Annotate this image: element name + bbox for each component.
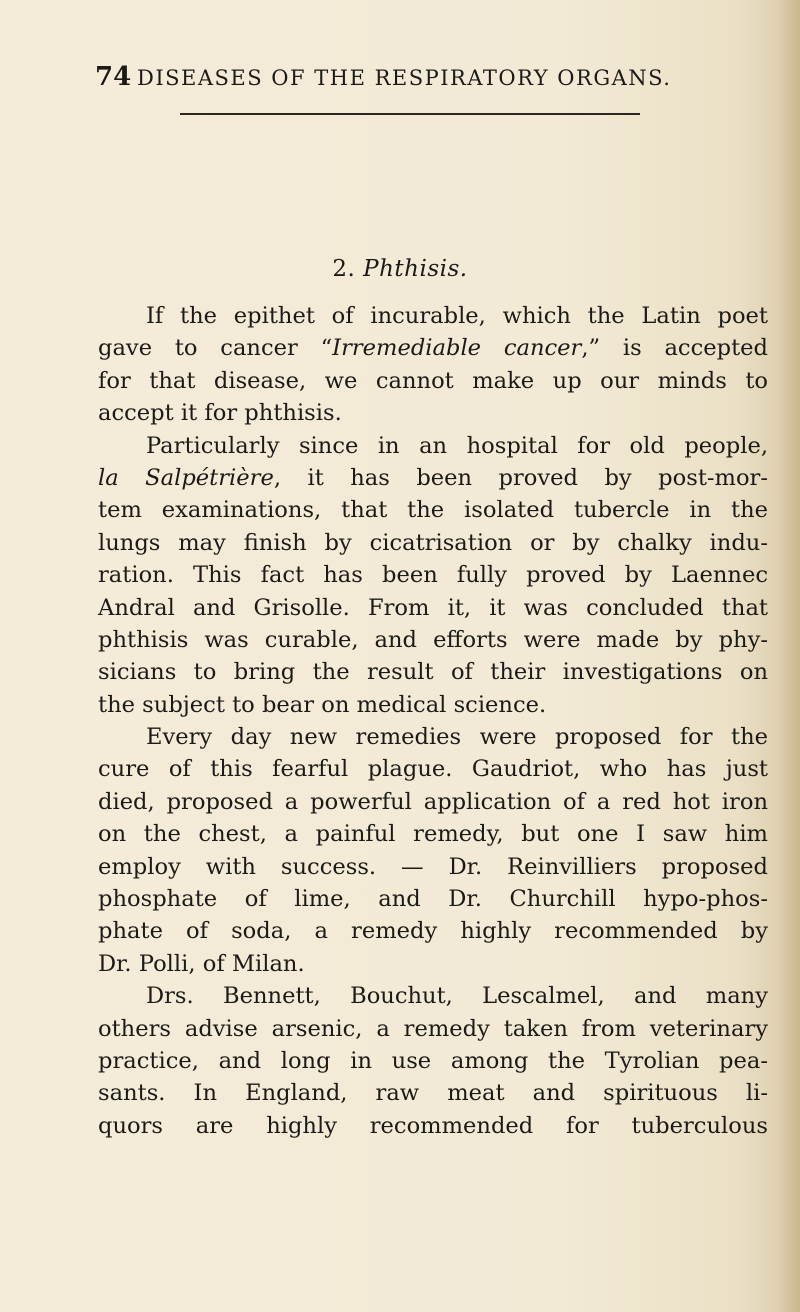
text-line: phate of soda, a remedy highly recommended by	[98, 918, 768, 945]
text-line: the subject to bear on medical science.	[98, 691, 547, 718]
text-line: Dr. Polli, of Milan.	[98, 950, 305, 977]
text-line: for that disease, we cannot make up our minds to	[98, 367, 768, 394]
text-line: employ with success. — Dr. Reinvilliers proposed	[98, 853, 768, 880]
text-line: Andral and Grisolle. From it, it was concluded that	[98, 594, 768, 621]
section-title-text: Phthisis.	[363, 256, 468, 282]
header-rule	[180, 113, 640, 115]
text-line: la Salpétrière, it has been proved by post-mor-	[98, 464, 768, 491]
text-line: If the epithet of incurable, which the Latin poet	[146, 303, 768, 329]
body-text	[98, 300, 768, 1142]
text-line: Drs. Bennett, Bouchut, Lescalmel, and many	[146, 983, 768, 1010]
text-line: lungs may finish by cicatrisation or by chalky indu-	[98, 529, 768, 556]
text-line: gave to cancer “Irremediable cancer,” is accepted	[98, 335, 768, 362]
text-line: sicians to bring the result of their investigations on	[98, 659, 768, 686]
text-line: tem examinations, that the isolated tubercle in the	[98, 497, 768, 524]
text-line: Particularly since in an hospital for old people,	[146, 432, 768, 459]
text-line: cure of this fearful plague. Gaudriot, who has just	[98, 756, 768, 783]
text-line: died, proposed a powerful application of a red hot iron	[98, 788, 768, 815]
page-header	[95, 58, 735, 98]
page-number: 74	[95, 62, 132, 92]
running-head: DISEASES OF THE RESPIRATORY ORGANS.	[137, 66, 672, 90]
italic-phrase: Irremediable cancer	[332, 335, 582, 362]
text-line: on the chest, a painful remedy, but one I saw him	[98, 821, 768, 848]
page-edge-shadow	[778, 0, 800, 1312]
text-line: practice, and long in use among the Tyrolian pea-	[98, 1047, 768, 1074]
text-line: phthisis was curable, and efforts were made by phy-	[98, 626, 768, 653]
text-line: others advise arsenic, a remedy taken from veterinary	[98, 1015, 768, 1042]
text-line: accept it for phthisis.	[98, 400, 342, 427]
text-line: Every day new remedies were proposed for the	[146, 724, 768, 751]
text-line: ration. This fact has been fully proved by Laennec	[98, 562, 768, 589]
section-title	[0, 256, 800, 282]
section-number: 2.	[332, 256, 356, 282]
italic-phrase: la Salpétrière	[98, 464, 274, 491]
text-line: phosphate of lime, and Dr. Churchill hypo-phos-	[98, 886, 768, 913]
text-line: quors are highly recommended for tuberculous	[98, 1112, 768, 1139]
text-line: sants. In England, raw meat and spirituous li-	[98, 1080, 768, 1107]
